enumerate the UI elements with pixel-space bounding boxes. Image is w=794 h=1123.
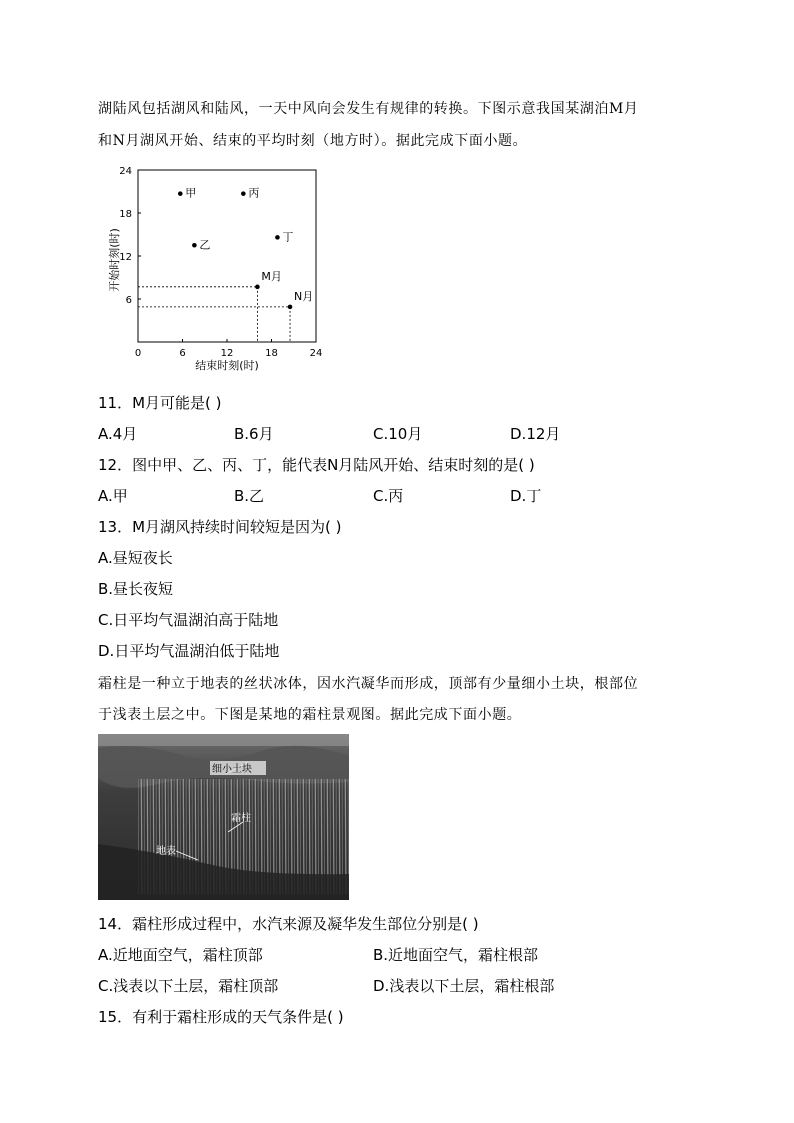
passage2-line2: 于浅表土层之中。下图是某地的霜柱景观图。据此完成下面小题。 — [98, 707, 522, 723]
question-12: 12．图中甲、乙、丙、丁，能代表N月陆风开始、结束时刻的是( ) — [98, 456, 535, 474]
point-label: 丙 — [248, 186, 260, 200]
q13-option-d: D.日平均气温湖泊低于陆地 — [98, 642, 280, 660]
x-axis-label: 结束时刻(时) — [195, 359, 259, 372]
x-tick-label: 24 — [309, 348, 323, 359]
frost-column-photo — [98, 734, 349, 900]
y-tick-label: 24 — [119, 166, 132, 177]
q12-option-c: C.丙 — [373, 487, 404, 505]
data-point — [255, 285, 260, 290]
q11-option-c: C.10月 — [373, 425, 423, 443]
data-point — [192, 243, 197, 248]
q12-option-b: B.乙 — [234, 487, 265, 505]
q14-option-a: A.近地面空气，霜柱顶部 — [98, 946, 263, 964]
q14-option-d: D.浅表以下土层，霜柱根部 — [373, 977, 555, 995]
y-tick-label: 12 — [119, 252, 132, 263]
question-14: 14．霜柱形成过程中，水汽来源及凝华发生部位分别是( ) — [98, 915, 479, 933]
photo-label-surface: 地表 — [156, 846, 176, 857]
q11-option-a: A.4月 — [98, 425, 138, 443]
q13-option-c: C.日平均气温湖泊高于陆地 — [98, 611, 279, 629]
q14-option-b: B.近地面空气，霜柱根部 — [373, 946, 539, 964]
x-tick-label: 12 — [220, 348, 234, 359]
q11-option-d: D.12月 — [510, 425, 561, 443]
point-label: 丁 — [282, 230, 294, 244]
chart-frame — [138, 170, 316, 342]
q13-option-b: B.昼长夜短 — [98, 580, 174, 598]
passage2-line1: 霜柱是一种立于地表的丝状冰体，因水汽凝华而形成，顶部有少量细小土块，根部位 — [98, 676, 639, 692]
y-axis-label: 开始时刻(时) — [108, 228, 121, 292]
question-15: 15．有利于霜柱形成的天气条件是( ) — [98, 1008, 344, 1026]
point-label: 乙 — [199, 238, 211, 252]
point-label: 甲 — [185, 186, 197, 200]
lake-wind-chart — [100, 160, 330, 375]
data-point — [241, 191, 246, 196]
q12-option-d: D.丁 — [510, 487, 542, 505]
y-tick-label: 18 — [119, 209, 132, 220]
q11-option-b: B.6月 — [234, 425, 274, 443]
x-tick-label: 6 — [179, 348, 186, 359]
question-13: 13．M月湖风持续时间较短是因为( ) — [98, 518, 342, 536]
photo-label-soil: 细小土块 — [212, 764, 252, 775]
q14-option-c: C.浅表以下土层，霜柱顶部 — [98, 977, 279, 995]
point-label: N月 — [294, 289, 314, 303]
point-label: M月 — [261, 269, 282, 283]
y-tick-label: 6 — [125, 295, 132, 306]
x-tick-label: 18 — [265, 348, 278, 359]
q12-option-a: A.甲 — [98, 487, 128, 505]
question-11: 11．M月可能是( ) — [98, 394, 222, 412]
photo-label-frost: 霜柱 — [231, 813, 251, 824]
x-tick-label: 0 — [134, 348, 142, 359]
data-point — [275, 235, 280, 240]
data-point — [288, 305, 293, 310]
passage1-line2: 和N月湖风开始、结束的平均时刻（地方时）。据此完成下面小题。 — [98, 133, 528, 149]
data-point — [178, 191, 183, 196]
q13-option-a: A.昼短夜长 — [98, 549, 173, 567]
passage1-line1: 湖陆风包括湖风和陆风，一天中风向会发生有规律的转换。下图示意我国某湖泊M月 — [98, 101, 639, 117]
